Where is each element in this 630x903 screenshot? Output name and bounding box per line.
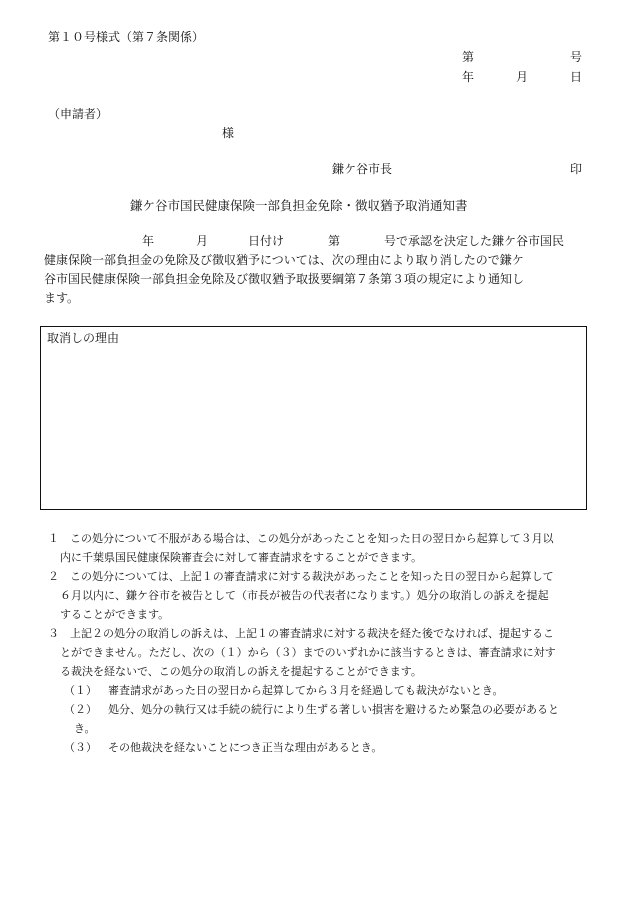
sub-item-1-line-1: 審査請求があった日の翌日から起算してから３月を経過しても裁決がないとき。 — [108, 684, 504, 697]
note-3-line-1: 上記２の処分の取消しの訴えは、上記１の審査請求に対する裁決を経た後でなければ、提起するこ — [70, 627, 554, 640]
note-3-line-3: る裁決を経ないで、この処分の取消しの訴えを提起することができます。 — [60, 665, 422, 678]
body-line1-rest: 号で承認を決定した鎌ケ谷市国民 — [384, 234, 565, 248]
body-line-1 — [44, 234, 589, 253]
doc-number-prefix: 第 — [462, 50, 475, 64]
body-line-2: 健康保険一部負担金の免除及び徴収猶予については、次の理由により取り消したので鎌ケ — [44, 253, 524, 267]
note-3-line-2: とができません。ただし、次の（１）から（３）までのいずれかに該当するときは、審査請求に対す — [60, 646, 556, 659]
date-year: 年 — [462, 70, 475, 84]
doc-number-suffix: 号 — [570, 50, 583, 64]
issuer-name: 鎌ケ谷市長 — [332, 162, 393, 176]
note-2-line-3: することができます。 — [60, 608, 170, 621]
seal-mark: 印 — [570, 162, 583, 176]
document-title: 鎌ケ谷市国民健康保険一部負担金免除・徴収猶予取消通知書 — [130, 198, 468, 213]
body-line-4: ます。 — [44, 291, 80, 305]
sub-item-3-num: （３） — [64, 741, 97, 754]
reason-box — [40, 326, 587, 510]
sub-item-2-line-1: 処分、処分の執行又は手続の続行により生ずる著しい損害を避けるため緊急の必要があると — [108, 703, 559, 716]
sub-item-1-num: （１） — [64, 684, 97, 697]
sub-item-3-line-1: その他裁決を経ないことにつき正当な理由があるとき。 — [108, 741, 383, 754]
note-3-num: ３ — [48, 627, 59, 640]
body-month: 月 — [196, 234, 209, 248]
body-year: 年 — [142, 234, 155, 248]
note-1-line-2: 内に千葉県国民健康保険審査会に対して審査請求をすることができます。 — [60, 551, 423, 564]
body-line-3: 谷市国民健康保険一部負担金免除及び徴収猶予取扱要綱第７条第３項の規定により通知し — [44, 272, 525, 286]
sub-item-2-line-2: き。 — [74, 722, 96, 735]
date-day: 日 — [570, 70, 583, 84]
note-2-num: ２ — [48, 570, 59, 583]
body-dated: 日付け — [248, 234, 285, 248]
reason-label: 取消しの理由 — [47, 331, 120, 345]
applicant-label: （申請者） — [48, 107, 109, 121]
note-1-num: １ — [48, 532, 59, 545]
note-1-line-1: この処分について不服がある場合は、この処分があったことを知った日の翌日から起算して３月以 — [70, 532, 554, 545]
note-2-line-2: ６月以内に、鎌ケ谷市を被告として（市長が被告の代表者になります。）処分の取消しの訴えを提起 — [60, 589, 549, 602]
form-number: 第１０号様式（第７条関係） — [48, 30, 205, 44]
sub-item-2-num: （２） — [64, 703, 97, 716]
addressee-suffix: 様 — [222, 126, 235, 140]
date-month: 月 — [516, 70, 529, 84]
note-2-line-1: この処分については、上記１の審査請求に対する裁決があったことを知った日の翌日から起算して — [70, 570, 554, 583]
body-no: 第 — [328, 234, 341, 248]
